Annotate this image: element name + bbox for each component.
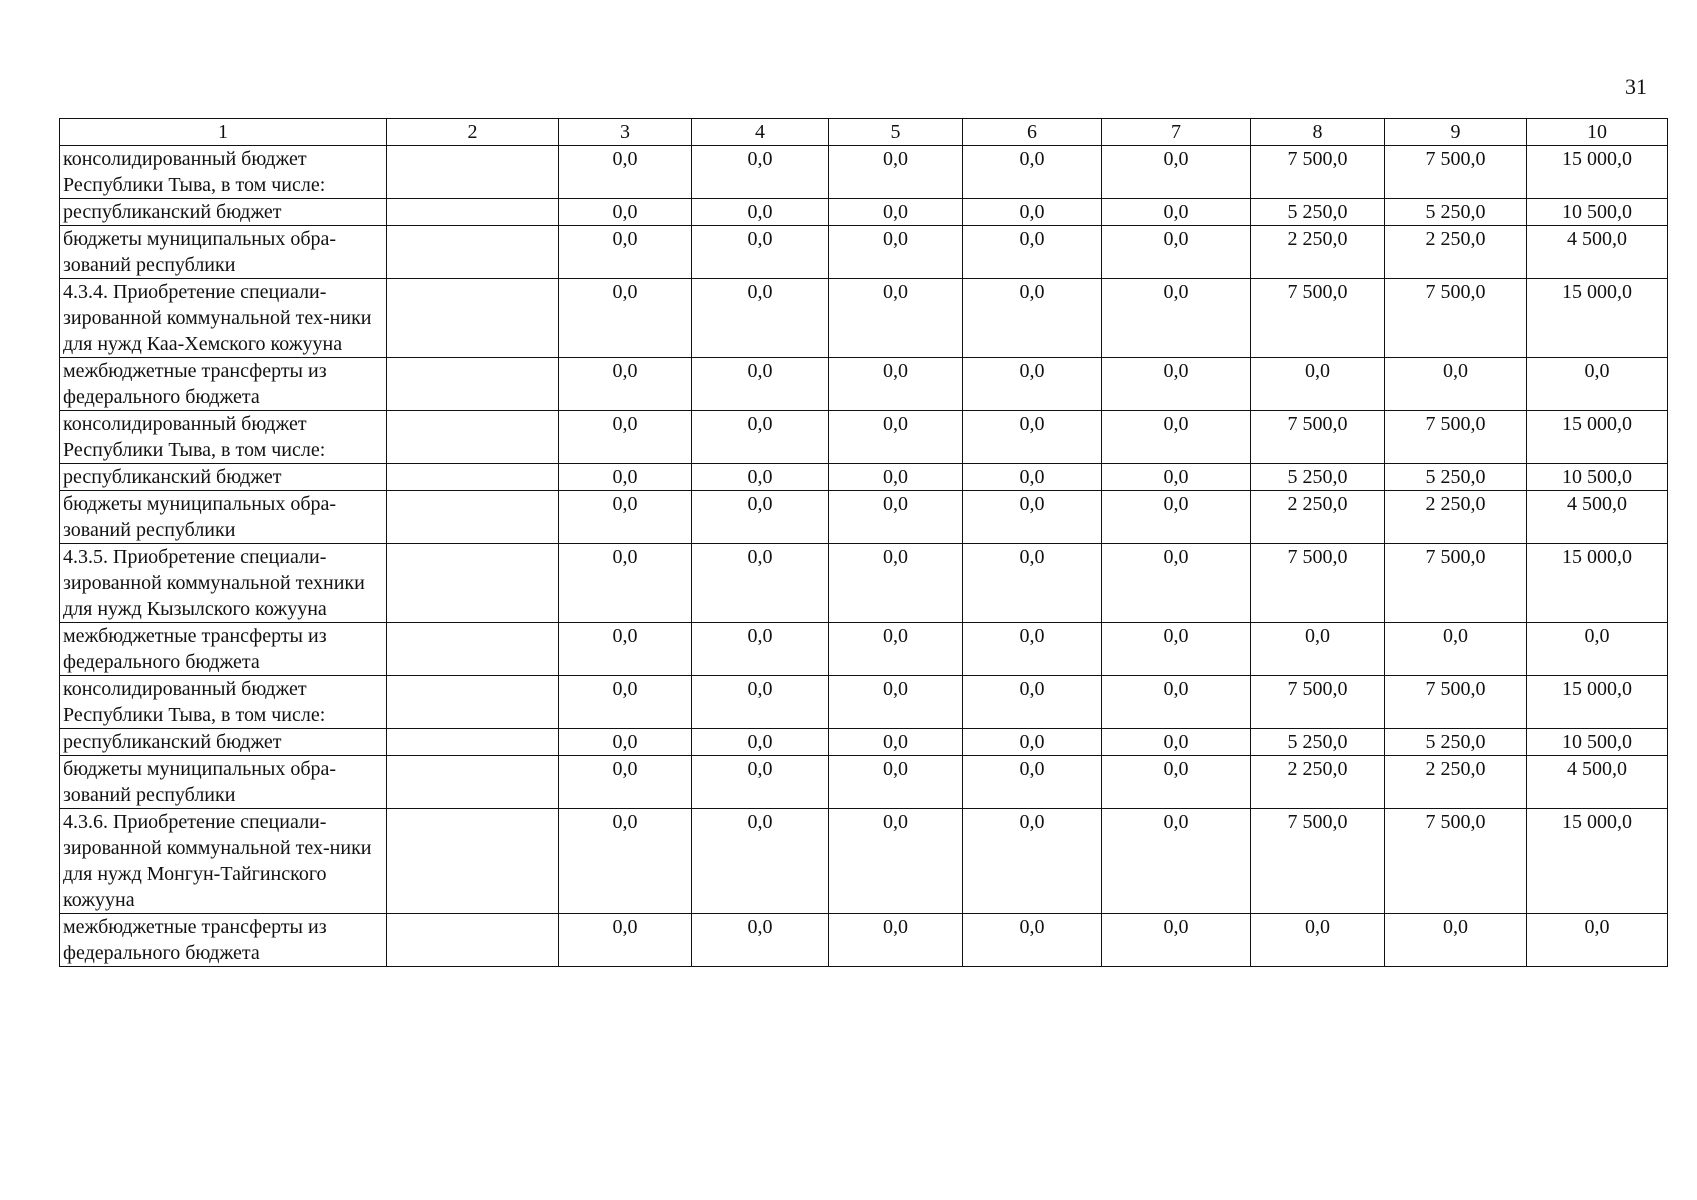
row-label: 4.3.6. Приобретение специали-зированной коммунальной тех-ники для нужд Монгун-Тайгинского кожууна [60, 809, 387, 914]
row-label: бюджеты муниципальных обра-зований республики [60, 756, 387, 809]
row-cell-col2 [387, 358, 559, 411]
table-row [60, 544, 1668, 623]
row-value-cell: 0,0 [1385, 914, 1527, 967]
row-value-cell: 0,0 [963, 464, 1102, 491]
row-value-cell: 7 500,0 [1251, 411, 1385, 464]
row-value-cell: 7 500,0 [1251, 544, 1385, 623]
column-header: 10 [1527, 119, 1668, 146]
row-value-cell: 0,0 [963, 199, 1102, 226]
table-row [60, 146, 1668, 199]
row-value-cell: 7 500,0 [1251, 676, 1385, 729]
row-label: консолидированный бюджет Республики Тыва, в том числе: [60, 411, 387, 464]
row-value-cell: 0,0 [559, 544, 692, 623]
row-value-cell: 5 250,0 [1385, 729, 1527, 756]
row-value-cell: 0,0 [829, 623, 963, 676]
row-value-cell: 2 250,0 [1251, 226, 1385, 279]
row-value-cell: 0,0 [1385, 358, 1527, 411]
table-row [60, 226, 1668, 279]
row-value-cell: 0,0 [963, 146, 1102, 199]
table-row [60, 756, 1668, 809]
table-row [60, 676, 1668, 729]
row-label: 4.3.4. Приобретение специали-зированной коммунальной тех-ники для нужд Каа-Хемского кожууна [60, 279, 387, 358]
table-row [60, 914, 1668, 967]
column-header: 1 [60, 119, 387, 146]
row-value-cell: 0,0 [1102, 411, 1251, 464]
row-value-cell: 5 250,0 [1385, 464, 1527, 491]
row-label: межбюджетные трансферты из федерального бюджета [60, 358, 387, 411]
column-header: 6 [963, 119, 1102, 146]
row-value-cell: 0,0 [692, 676, 829, 729]
row-value-cell: 0,0 [692, 226, 829, 279]
header-row [60, 119, 1668, 146]
row-value-cell: 0,0 [829, 226, 963, 279]
row-value-cell: 0,0 [1102, 676, 1251, 729]
row-value-cell: 7 500,0 [1251, 146, 1385, 199]
row-value-cell: 15 000,0 [1527, 676, 1668, 729]
row-value-cell: 0,0 [692, 199, 829, 226]
row-value-cell: 4 500,0 [1527, 226, 1668, 279]
row-value-cell: 0,0 [829, 199, 963, 226]
row-value-cell: 0,0 [692, 729, 829, 756]
row-value-cell: 2 250,0 [1251, 491, 1385, 544]
row-value-cell: 7 500,0 [1385, 411, 1527, 464]
row-value-cell: 0,0 [963, 226, 1102, 279]
row-value-cell: 4 500,0 [1527, 756, 1668, 809]
row-value-cell: 0,0 [963, 358, 1102, 411]
row-value-cell: 7 500,0 [1251, 809, 1385, 914]
row-value-cell: 0,0 [559, 914, 692, 967]
row-value-cell: 2 250,0 [1385, 756, 1527, 809]
row-value-cell: 0,0 [692, 623, 829, 676]
row-value-cell: 15 000,0 [1527, 279, 1668, 358]
row-value-cell: 0,0 [829, 914, 963, 967]
row-value-cell: 0,0 [1102, 809, 1251, 914]
row-value-cell: 7 500,0 [1251, 279, 1385, 358]
row-value-cell: 5 250,0 [1385, 199, 1527, 226]
row-value-cell: 0,0 [1102, 279, 1251, 358]
table-row [60, 279, 1668, 358]
row-value-cell: 0,0 [1102, 914, 1251, 967]
row-value-cell: 0,0 [692, 279, 829, 358]
row-value-cell: 0,0 [1102, 756, 1251, 809]
row-value-cell: 0,0 [559, 279, 692, 358]
row-value-cell: 0,0 [692, 146, 829, 199]
row-value-cell: 0,0 [559, 623, 692, 676]
row-label: бюджеты муниципальных обра-зований республики [60, 226, 387, 279]
row-value-cell: 7 500,0 [1385, 279, 1527, 358]
table-row [60, 358, 1668, 411]
column-header: 9 [1385, 119, 1527, 146]
row-label: межбюджетные трансферты из федерального бюджета [60, 623, 387, 676]
row-cell-col2 [387, 146, 559, 199]
row-value-cell: 15 000,0 [1527, 411, 1668, 464]
row-value-cell: 0,0 [1102, 544, 1251, 623]
row-value-cell: 0,0 [1102, 146, 1251, 199]
row-value-cell: 0,0 [963, 544, 1102, 623]
row-value-cell: 0,0 [1251, 914, 1385, 967]
row-value-cell: 0,0 [559, 226, 692, 279]
row-value-cell: 0,0 [829, 809, 963, 914]
row-value-cell: 0,0 [1527, 914, 1668, 967]
row-value-cell: 0,0 [1102, 226, 1251, 279]
row-value-cell: 0,0 [1385, 623, 1527, 676]
row-value-cell: 0,0 [1527, 623, 1668, 676]
row-value-cell: 0,0 [963, 756, 1102, 809]
row-value-cell: 0,0 [559, 146, 692, 199]
row-value-cell: 10 500,0 [1527, 199, 1668, 226]
row-value-cell: 0,0 [829, 491, 963, 544]
row-value-cell: 0,0 [692, 756, 829, 809]
row-value-cell: 0,0 [963, 914, 1102, 967]
row-value-cell: 7 500,0 [1385, 146, 1527, 199]
row-label: республиканский бюджет [60, 464, 387, 491]
row-value-cell: 0,0 [692, 914, 829, 967]
row-value-cell: 2 250,0 [1251, 756, 1385, 809]
row-value-cell: 0,0 [1102, 491, 1251, 544]
row-value-cell: 0,0 [829, 676, 963, 729]
table-row [60, 491, 1668, 544]
row-value-cell: 15 000,0 [1527, 544, 1668, 623]
row-label: 4.3.5. Приобретение специали-зированной коммунальной техники для нужд Кызылского кожууна [60, 544, 387, 623]
row-cell-col2 [387, 914, 559, 967]
row-value-cell: 0,0 [692, 358, 829, 411]
column-header: 2 [387, 119, 559, 146]
row-cell-col2 [387, 623, 559, 676]
row-value-cell: 0,0 [829, 279, 963, 358]
row-value-cell: 0,0 [559, 491, 692, 544]
row-cell-col2 [387, 544, 559, 623]
row-value-cell: 0,0 [963, 411, 1102, 464]
row-value-cell: 0,0 [559, 358, 692, 411]
row-value-cell: 0,0 [1251, 623, 1385, 676]
row-value-cell: 2 250,0 [1385, 226, 1527, 279]
row-value-cell: 7 500,0 [1385, 676, 1527, 729]
table-row [60, 464, 1668, 491]
row-value-cell: 0,0 [829, 756, 963, 809]
row-label: межбюджетные трансферты из федерального бюджета [60, 914, 387, 967]
row-value-cell: 0,0 [829, 146, 963, 199]
row-cell-col2 [387, 491, 559, 544]
row-cell-col2 [387, 756, 559, 809]
table-row [60, 729, 1668, 756]
row-value-cell: 0,0 [1102, 199, 1251, 226]
row-cell-col2 [387, 729, 559, 756]
row-value-cell: 0,0 [692, 491, 829, 544]
column-header: 5 [829, 119, 963, 146]
row-value-cell: 5 250,0 [1251, 729, 1385, 756]
row-value-cell: 0,0 [829, 411, 963, 464]
column-header: 3 [559, 119, 692, 146]
row-value-cell: 0,0 [1251, 358, 1385, 411]
row-value-cell: 0,0 [1527, 358, 1668, 411]
row-value-cell: 0,0 [829, 544, 963, 623]
row-value-cell: 7 500,0 [1385, 809, 1527, 914]
row-value-cell: 0,0 [692, 464, 829, 491]
row-value-cell: 0,0 [829, 358, 963, 411]
budget-table [59, 118, 1668, 967]
row-cell-col2 [387, 411, 559, 464]
row-cell-col2 [387, 199, 559, 226]
row-value-cell: 0,0 [1102, 358, 1251, 411]
row-value-cell: 4 500,0 [1527, 491, 1668, 544]
row-cell-col2 [387, 279, 559, 358]
column-header: 4 [692, 119, 829, 146]
row-cell-col2 [387, 809, 559, 914]
row-value-cell: 0,0 [559, 729, 692, 756]
column-header: 7 [1102, 119, 1251, 146]
row-value-cell: 0,0 [559, 464, 692, 491]
row-value-cell: 15 000,0 [1527, 146, 1668, 199]
row-value-cell: 0,0 [559, 809, 692, 914]
row-value-cell: 0,0 [559, 756, 692, 809]
table-body [60, 146, 1668, 967]
row-value-cell: 0,0 [1102, 464, 1251, 491]
row-value-cell: 0,0 [963, 676, 1102, 729]
row-value-cell: 0,0 [692, 411, 829, 464]
row-value-cell: 10 500,0 [1527, 464, 1668, 491]
row-value-cell: 7 500,0 [1385, 544, 1527, 623]
column-header: 8 [1251, 119, 1385, 146]
row-value-cell: 0,0 [1102, 623, 1251, 676]
page-number: 31 [1625, 74, 1647, 99]
row-label: консолидированный бюджет Республики Тыва, в том числе: [60, 146, 387, 199]
row-value-cell: 5 250,0 [1251, 199, 1385, 226]
row-label: республиканский бюджет [60, 199, 387, 226]
row-value-cell: 0,0 [963, 809, 1102, 914]
row-label: консолидированный бюджет Республики Тыва, в том числе: [60, 676, 387, 729]
row-label: республиканский бюджет [60, 729, 387, 756]
row-value-cell: 0,0 [963, 623, 1102, 676]
row-value-cell: 0,0 [559, 411, 692, 464]
row-label: бюджеты муниципальных обра-зований республики [60, 491, 387, 544]
row-value-cell: 0,0 [1102, 729, 1251, 756]
row-value-cell: 2 250,0 [1385, 491, 1527, 544]
table-row [60, 411, 1668, 464]
row-value-cell: 0,0 [963, 491, 1102, 544]
row-value-cell: 0,0 [829, 464, 963, 491]
row-value-cell: 0,0 [963, 279, 1102, 358]
row-value-cell: 0,0 [692, 544, 829, 623]
row-value-cell: 15 000,0 [1527, 809, 1668, 914]
row-value-cell: 0,0 [692, 809, 829, 914]
row-value-cell: 0,0 [559, 199, 692, 226]
row-value-cell: 10 500,0 [1527, 729, 1668, 756]
row-cell-col2 [387, 464, 559, 491]
table-row [60, 623, 1668, 676]
row-cell-col2 [387, 226, 559, 279]
row-value-cell: 0,0 [559, 676, 692, 729]
table-row [60, 809, 1668, 914]
row-value-cell: 0,0 [963, 729, 1102, 756]
row-value-cell: 5 250,0 [1251, 464, 1385, 491]
row-value-cell: 0,0 [829, 729, 963, 756]
table-row [60, 199, 1668, 226]
row-cell-col2 [387, 676, 559, 729]
